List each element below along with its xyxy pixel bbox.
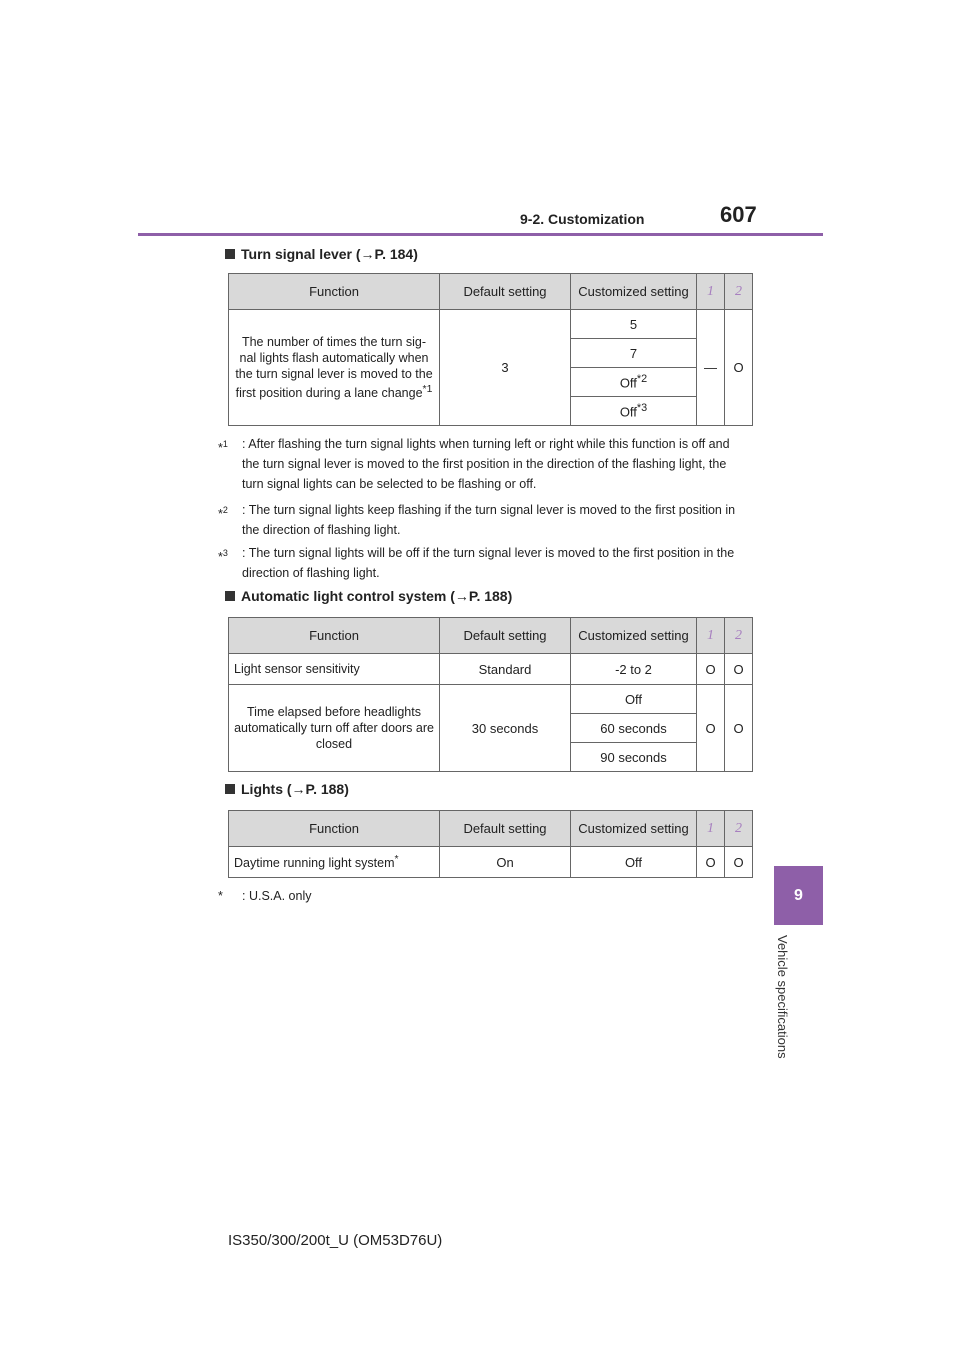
footnote-mark: *2 — [636, 373, 648, 386]
footnote-text: : After flashing the turn signal lights when turning left or right while this function is off and the turn signal lever is moved to the first position in the direction of the flashing light, the turn signal lights can be selected to be flashing or off. — [242, 437, 730, 491]
col-mode-2 — [725, 811, 753, 847]
function-text: The number of times the turn sig-nal lights flash automatically when the turn signal lever is moved to the first position during a lane change — [235, 334, 433, 401]
section-title-lights — [225, 781, 349, 797]
table-row — [229, 685, 753, 714]
function-text: Daytime running light system — [234, 856, 395, 871]
footnote-1 — [218, 434, 746, 494]
function-cell: Light sensor sensitivity — [229, 654, 440, 685]
col-default: Default setting — [440, 811, 571, 847]
section-title-text: Turn signal lever (→P. 184) — [241, 246, 418, 262]
col-function: Function — [229, 618, 440, 654]
mode-2-icon: 2 — [735, 284, 742, 299]
option-cell — [571, 397, 697, 426]
table-auto-light — [228, 617, 753, 772]
document-footer: IS350/300/200t_U (OM53D76U) — [228, 1232, 443, 1249]
header-rule — [138, 233, 823, 236]
option-text: Off — [619, 404, 637, 420]
section-title-auto-light — [225, 588, 512, 604]
mode-2-icon: 2 — [735, 628, 742, 643]
option-cell: Off — [571, 685, 697, 714]
mode-2-cell: O — [725, 847, 753, 878]
section-header: 9-2. Customization — [520, 211, 645, 227]
mode-2-cell: O — [725, 310, 753, 426]
footnote-marker: *$^2$ — [218, 505, 228, 522]
footnote-text: : U.S.A. only — [242, 889, 312, 903]
option-cell: 60 seconds — [571, 714, 697, 743]
square-bullet-icon — [225, 249, 235, 259]
footnote-marker: * — [218, 889, 223, 903]
footnote-usa — [218, 886, 746, 906]
col-customized: Customized setting — [571, 811, 697, 847]
footnote-mark: *3 — [636, 402, 648, 415]
function-cell — [229, 847, 440, 878]
option-cell — [571, 368, 697, 397]
footnote-2 — [218, 500, 746, 540]
table-header-row — [229, 618, 753, 654]
footnote-marker: *$^1$ — [218, 439, 228, 456]
option-cell: 5 — [571, 310, 697, 339]
col-customized: Customized setting — [571, 618, 697, 654]
chapter-label — [775, 935, 810, 1075]
col-customized: Customized setting — [571, 274, 697, 310]
square-bullet-icon — [225, 591, 235, 601]
default-cell: 3 — [440, 310, 571, 426]
chapter-label-text: Vehicle specifications — [775, 935, 790, 1059]
table-header-row — [229, 274, 753, 310]
footnote-marker: *$^3$ — [218, 548, 228, 565]
footnote-3 — [218, 543, 746, 583]
table-row — [229, 847, 753, 878]
table-row — [229, 654, 753, 685]
col-mode-1 — [697, 618, 725, 654]
option-cell: -2 to 2 — [571, 654, 697, 685]
col-mode-1 — [697, 274, 725, 310]
page-number: 607 — [720, 202, 757, 227]
table-lights — [228, 810, 753, 878]
default-cell: 30 seconds — [440, 685, 571, 772]
section-title-text: Lights (→P. 188) — [241, 781, 349, 797]
option-text: Off — [619, 375, 637, 391]
footnote-text: : The turn signal lights will be off if the turn signal lever is moved to the first position in the direction of flashing light. — [242, 546, 735, 580]
option-cell: 7 — [571, 339, 697, 368]
option-cell: 90 seconds — [571, 743, 697, 772]
mode-1-icon: 1 — [707, 821, 714, 836]
section-title-turn-signal — [225, 246, 418, 262]
mode-1-cell: — — [697, 310, 725, 426]
table-row — [229, 310, 753, 339]
col-mode-2 — [725, 274, 753, 310]
mode-1-icon: 1 — [707, 284, 714, 299]
default-cell: On — [440, 847, 571, 878]
mode-1-icon: 1 — [707, 628, 714, 643]
col-default: Default setting — [440, 618, 571, 654]
mode-1-cell: O — [697, 654, 725, 685]
option-cell: Off — [571, 847, 697, 878]
col-default: Default setting — [440, 274, 571, 310]
col-function: Function — [229, 274, 440, 310]
table-turn-signal — [228, 273, 753, 426]
footnote-text: : The turn signal lights keep flashing if the turn signal lever is moved to the first position in the direction of flashing light. — [242, 503, 736, 537]
square-bullet-icon — [225, 784, 235, 794]
chapter-tab: 9 — [774, 866, 823, 925]
col-mode-2 — [725, 618, 753, 654]
footnote-mark: * — [394, 853, 399, 865]
mode-2-cell: O — [725, 654, 753, 685]
default-cell: Standard — [440, 654, 571, 685]
function-cell — [229, 310, 440, 426]
mode-2-cell: O — [725, 685, 753, 772]
table-header-row — [229, 811, 753, 847]
mode-1-cell: O — [697, 847, 725, 878]
footnote-mark: *1 — [422, 383, 433, 395]
function-cell: Time elapsed before headlights automatically turn off after doors are closed — [229, 685, 440, 772]
section-title-text: Automatic light control system (→P. 188) — [241, 588, 513, 604]
col-mode-1 — [697, 811, 725, 847]
mode-1-cell: O — [697, 685, 725, 772]
col-function: Function — [229, 811, 440, 847]
mode-2-icon: 2 — [735, 821, 742, 836]
